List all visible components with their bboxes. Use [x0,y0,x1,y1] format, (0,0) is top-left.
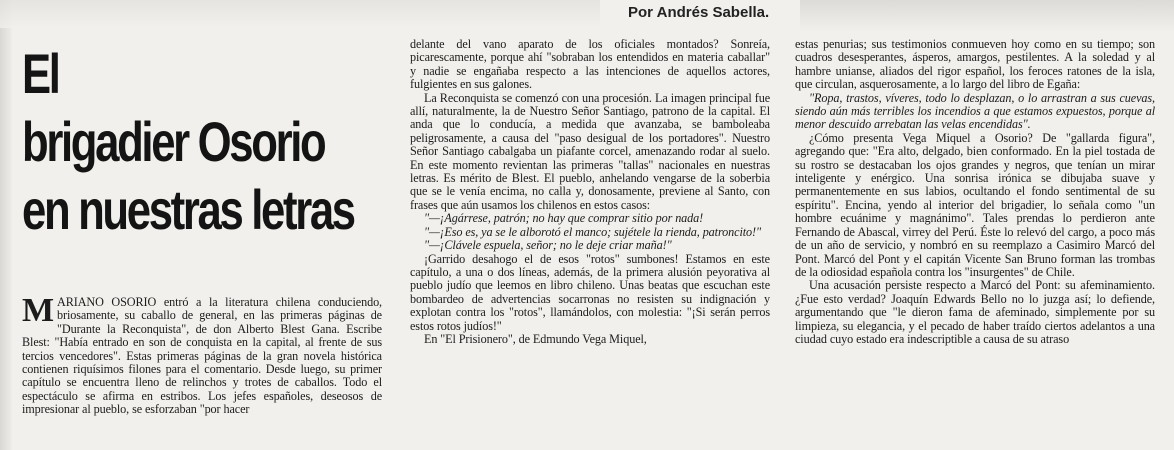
paragraph: ¿Cómo presenta Vega Miquel a Osorio? De "gallarda figura", agregando que: "Era alto, delgado, bien conformado. En la piel tostada de su rostro se destacaban los ojos grandes y negros, que tenían un mirar inteligente y enérgico. Una sonrisa irónica se dibujaba suave y permanentemente en sus labios, ocultando el fondo sentimental de su espíritu". Encina, yendo al interior del brigadier, lo señala como "un hombre ecuánime y magnánimo". Tales prendas lo perdieron ante Fernando de Abascal, virrey del Perú. Éste lo relevó del cargo, a poco más de un año de servicio, y nombró en su reemplazo a Casimiro Marcó del Pont. Marcó del Pont y el capitán Vicente San Bruno forman las trombas de la odiosidad española contra los "insurgentes" de Chile. [795,130,1155,279]
paragraph: En "El Prisionero", de Edmundo Vega Miquel, [424,331,647,346]
bleed-through-shadow [0,0,600,28]
paragraph: delante del vano aparato de los oficiales montados? Sonreía, picarescamente, porque ahí "sobraban los entendidos en materia caballar" y nadie se engañaba respecto a las intenciones de aquellos actores, fulgientes en sus galones. [410,37,770,92]
article-column-3 [795,38,1155,346]
headline [22,40,354,244]
article-column-2 [410,38,770,346]
bleed-through-shadow [800,0,1174,32]
quote-line: "—¡Clávele espuela, señor; no le deje criar maña!" [424,238,672,253]
lead-paragraph [22,292,383,417]
quote-paragraph: "Ropa, trastos, víveres, todo lo desplazan, o lo arrastran a sus cuevas, siendo aún más terribles los incendios a que estamos expuestos, porque al menor descuido arrebatan las velas encendidas". [795,90,1155,132]
paragraph: La Reconquista se comenzó con una procesión. La imagen principal fue allí, naturalmente, la de Nuestro Señor Santiago, patrono de la capital. El anda que lo conducía, a medida que avanzaba, se bamboleaba peligrosamente, a causa del "paso desigual de los portadores". Nuestro Señor Santiago cabalgaba un piafante corcel, amenazando rodar al suelo. En este momento revientan las primeras "tallas" nacionales en nuestras letras. Es mérito de Blest. El pueblo, anhelando vengarse de la soberbia que se le venía encima, no calla y, donosamente, previene al Santo, con frases que aún usamos los chilenos en estos casos: [410,90,770,212]
headline-line: brigadier Osorio [22,110,325,173]
paragraph: Una acusación persiste respecto a Marcó del Pont: su afeminamiento. ¿Fue esto verdad? Joaquín Edwards Bello no lo juzga así; lo defiende, argumentando que "le dieron fama de afeminado, simplemente por su limpieza, su elegancia, y el pecado de haber traído ciertos adelantos a una ciudad cuyo estado era indescriptible a causa de su atraso [795,278,1155,346]
quote-line: "—¡Eso es, ya se le alborotó el manco; sujétele la rienda, patroncito!" [424,224,761,239]
quote-line: "—¡Agárrese, patrón; no hay que comprar sitio por nada! [424,211,704,226]
article-column-1 [22,292,383,417]
lead-text: entró a la literatura chilena conduciendo, briosamente, su caballo de general, en las primeras páginas de "Durante la Reconquista", de don Alberto Blest Gana. Escribe Blest: "Había entrado en son de conquista en la capital, al frente de sus tercios vencedores". Estas primeras páginas de la gran novela histórica contienen riquísimos filones para el comentario. Desde luego, su primer capítulo se encuentra lleno de relinchos y trotes de caballos. Todo el espectáculo se afirma en estribos. Los jefes españoles, deseosos de impresionar al pueblo, se esforzaban "por hacer [22,295,383,417]
byline: Por Andrés Sabella. [628,4,770,21]
headline-line: El [22,42,59,105]
lead-caps: ARIANO OSORIO [57,295,157,309]
page-edge-shadow [0,0,12,450]
drop-cap: M [22,292,54,329]
paragraph: ¡Garrido desahogo el de esos "rotos" sumbones! Estamos en este capítulo, a una o dos líneas, además, de la primera alusión peyorativa al pueblo judío que leemos en libro chileno. Unas beatas que escuchan este bombardeo de advertencias socarronas no resisten su indignación y explotan contra los "rotos", llamándolos, con molestia: "¡Si serán perros estos rotos judíos!" [410,251,770,333]
paragraph: estas penurias; sus testimonios conmueven hoy como en su tiempo; son cuadros desesperantes, ásperos, amargos, pestilentes. A la soledad y al hambre unianse, aliados del rigor español, los feroces ratones de la isla, que circulan, asquerosamente, a lo largo del libro de Egaña: [795,37,1155,92]
headline-line: en nuestras letras [22,178,354,241]
